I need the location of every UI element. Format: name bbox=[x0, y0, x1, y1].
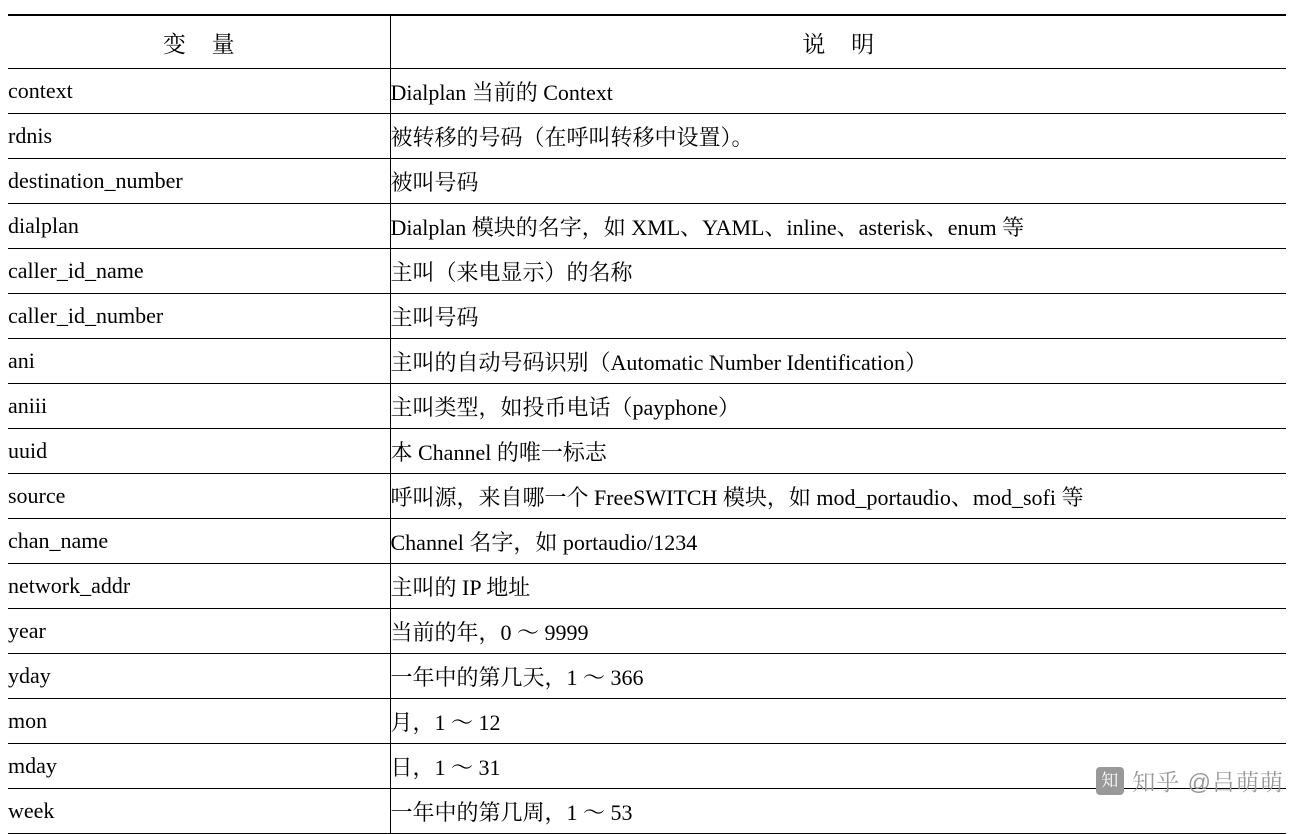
cell-description: Dialplan 当前的 Context bbox=[390, 69, 1286, 114]
table-row bbox=[8, 249, 1286, 294]
cell-description: 主叫（来电显示）的名称 bbox=[390, 249, 1286, 294]
cell-variable: mday bbox=[8, 744, 390, 789]
variables-table bbox=[8, 14, 1286, 834]
table-row bbox=[8, 564, 1286, 609]
cell-description: Dialplan 模块的名字，如 XML、YAML、inline、asterisk、enum 等 bbox=[390, 204, 1286, 249]
table-row bbox=[8, 654, 1286, 699]
cell-variable: ani bbox=[8, 339, 390, 384]
cell-variable: network_addr bbox=[8, 564, 390, 609]
table-body bbox=[8, 69, 1286, 834]
cell-variable: year bbox=[8, 609, 390, 654]
cell-description: 当前的年，0 ～ 9999 bbox=[390, 609, 1286, 654]
cell-variable: destination_number bbox=[8, 159, 390, 204]
table-row bbox=[8, 789, 1286, 834]
column-header-variable: 变 量 bbox=[8, 15, 390, 69]
cell-variable: week bbox=[8, 789, 390, 834]
table-row bbox=[8, 744, 1286, 789]
table-row bbox=[8, 474, 1286, 519]
cell-description: Channel 名字，如 portaudio/1234 bbox=[390, 519, 1286, 564]
cell-variable: source bbox=[8, 474, 390, 519]
cell-description: 主叫的 IP 地址 bbox=[390, 564, 1286, 609]
cell-variable: yday bbox=[8, 654, 390, 699]
table-row bbox=[8, 294, 1286, 339]
cell-description: 被叫号码 bbox=[390, 159, 1286, 204]
table-row bbox=[8, 699, 1286, 744]
table-row bbox=[8, 69, 1286, 114]
cell-variable: uuid bbox=[8, 429, 390, 474]
cell-variable: caller_id_name bbox=[8, 249, 390, 294]
cell-variable: dialplan bbox=[8, 204, 390, 249]
table-row bbox=[8, 609, 1286, 654]
cell-variable: mon bbox=[8, 699, 390, 744]
table-row bbox=[8, 339, 1286, 384]
cell-description: 呼叫源，来自哪一个 FreeSWITCH 模块，如 mod_portaudio、mod_sofi 等 bbox=[390, 474, 1286, 519]
cell-description: 主叫的自动号码识别（Automatic Number Identification） bbox=[390, 339, 1286, 384]
table-row bbox=[8, 159, 1286, 204]
cell-description: 本 Channel 的唯一标志 bbox=[390, 429, 1286, 474]
cell-description: 被转移的号码（在呼叫转移中设置）。 bbox=[390, 114, 1286, 159]
cell-description: 一年中的第几天，1 ～ 366 bbox=[390, 654, 1286, 699]
table-row bbox=[8, 519, 1286, 564]
column-header-description: 说 明 bbox=[390, 15, 1286, 69]
cell-description: 一年中的第几周，1 ～ 53 bbox=[390, 789, 1286, 834]
cell-variable: aniii bbox=[8, 384, 390, 429]
table-row bbox=[8, 429, 1286, 474]
cell-description: 月，1 ～ 12 bbox=[390, 699, 1286, 744]
cell-description: 日，1 ～ 31 bbox=[390, 744, 1286, 789]
cell-variable: caller_id_number bbox=[8, 294, 390, 339]
table-header bbox=[8, 15, 1286, 69]
cell-description: 主叫类型，如投币电话（payphone） bbox=[390, 384, 1286, 429]
cell-description: 主叫号码 bbox=[390, 294, 1286, 339]
table-row bbox=[8, 384, 1286, 429]
watermark bbox=[1096, 764, 1284, 797]
cell-variable: context bbox=[8, 69, 390, 114]
table-row bbox=[8, 204, 1286, 249]
table-row bbox=[8, 114, 1286, 159]
cell-variable: chan_name bbox=[8, 519, 390, 564]
watermark-text: 知乎 @吕萌萌 bbox=[1132, 769, 1284, 795]
zhihu-logo-icon: 知 bbox=[1096, 767, 1124, 795]
cell-variable: rdnis bbox=[8, 114, 390, 159]
table-header-row bbox=[8, 15, 1286, 69]
